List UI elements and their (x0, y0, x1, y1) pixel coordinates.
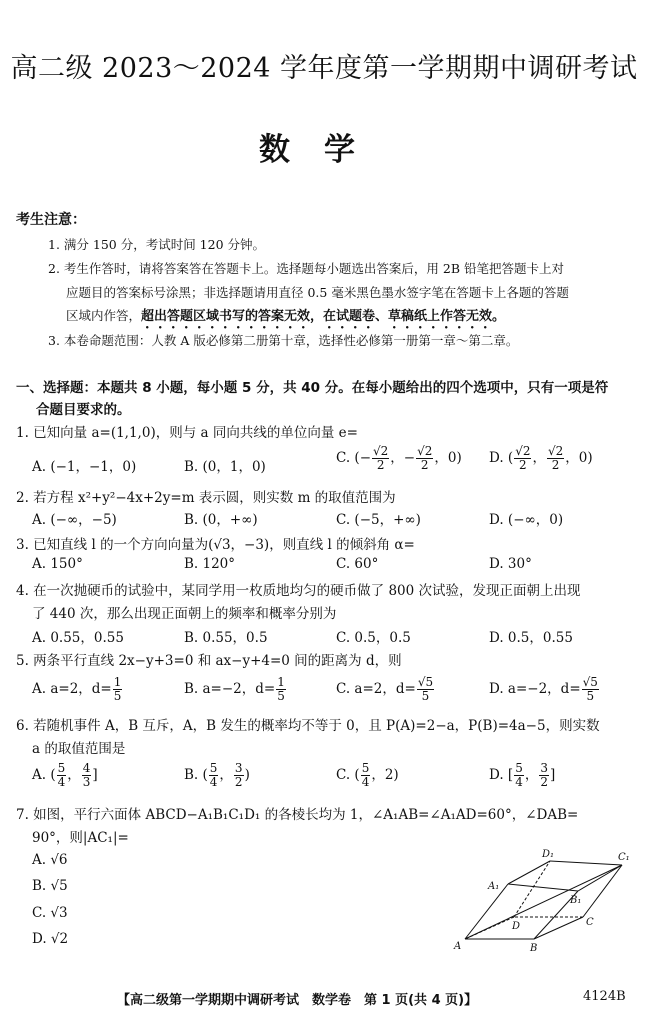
question-1-option-b: B. (0，1，0) (184, 459, 266, 475)
question-5-option-d (489, 676, 600, 703)
q1-d-fraction-2 (547, 445, 564, 472)
q6-b-fraction-2 (234, 762, 244, 789)
q6-b-prefix: B. ( (184, 767, 208, 783)
frac-den: 4 (515, 775, 523, 789)
notice-item-2-line-3-plain: 区域内作答， (66, 308, 142, 323)
question-6-option-b (184, 762, 250, 789)
q1-c-suffix: ，0) (434, 450, 462, 466)
section-heading-line-2: 合题目要求的。 (36, 402, 131, 418)
q6-d-sep: ， (524, 767, 539, 783)
notice-item-1: 1. 满分 150 分，考试时间 120 分钟。 (48, 237, 266, 252)
edge-c1d1 (550, 861, 622, 865)
q6-b-sep: ， (219, 767, 233, 783)
frac-num: √2 (373, 444, 389, 458)
q6-c-fraction-1 (361, 762, 371, 789)
frac-num: 1 (277, 675, 285, 689)
question-7-line-1: 7. 如图，平行六面体 ABCD−A₁B₁C₁D₁ 的各棱长均为 1，∠A₁AB=∠A₁AD=60°，∠DAB= (16, 807, 579, 823)
question-4-option-b: B. 0.55，0.5 (184, 630, 268, 646)
edge-b1c1 (578, 865, 622, 891)
question-7-line-2: 90°，则|AC₁|= (32, 830, 129, 846)
question-2-option-c: C. (−5，+∞) (336, 512, 421, 528)
q5-c-fraction (417, 676, 434, 703)
label-b: B (530, 943, 538, 954)
q1-c-mid: ，− (390, 450, 416, 466)
question-3-option-c: C. 60° (336, 556, 379, 572)
q1-c-fraction-2 (416, 445, 433, 472)
frac-den: 5 (113, 689, 122, 703)
frac-num: √5 (417, 675, 434, 689)
frac-den: 2 (540, 775, 548, 789)
question-4-line-1: 4. 在一次抛硬币的试验中，某同学用一枚质地均匀的硬币做了 800 次试验，发现正面朝上出现 (16, 583, 581, 599)
edge-dd1 (514, 861, 550, 917)
frac-den: 2 (519, 458, 527, 472)
q5-b-fraction (276, 676, 286, 703)
frac-num: 1 (113, 675, 122, 689)
question-3-option-d: D. 30° (489, 556, 532, 572)
section-heading-line-1: 一、选择题：本题共 8 小题，每小题 5 分，共 40 分。在每小题给出的四个选项中，只有一项是符 (16, 380, 609, 396)
frac-num: √2 (515, 444, 531, 458)
frac-num: 5 (361, 761, 370, 775)
frac-num: 5 (57, 761, 66, 775)
label-c1: C₁ (618, 852, 630, 863)
question-6-line-2: a 的取值范围是 (32, 741, 126, 757)
notice-item-2-line-1: 2. 考生作答时，请将答案答在答题卡上。选择题每小题选出答案后，用 2B 铅笔把答题卡上对 (48, 261, 564, 276)
footer-exam-code: 4124B (583, 989, 626, 1004)
frac-num: 5 (515, 761, 523, 775)
question-6-line-1: 6. 若随机事件 A，B 互斥，A，B 发生的概率均不等于 0，且 P(A)=2−a，P(B)=4a−5，则实数 (16, 718, 600, 734)
q5-d-fraction (582, 676, 599, 703)
question-7-option-a: A. √6 (32, 852, 68, 868)
question-2-option-d: D. (−∞，0) (489, 512, 564, 528)
question-1-stem: 1. 已知向量 a=(1,1,0)，则与 a 同向共线的单位向量 e= (16, 425, 358, 441)
question-7-option-b: B. √5 (32, 878, 68, 894)
question-6-option-a (32, 762, 98, 789)
q1-d-fraction-1 (514, 445, 531, 472)
question-5-option-a (32, 676, 123, 703)
label-a: A (454, 941, 462, 952)
question-4-option-d: D. 0.5，0.55 (489, 630, 573, 646)
label-b1: B₁ (570, 895, 582, 906)
q6-b-suffix: ) (244, 767, 250, 783)
q6-d-fraction-1 (514, 762, 524, 789)
question-1-option-c (336, 445, 462, 472)
q6-d-prefix: D. [ (489, 767, 514, 783)
q1-d-suffix: ，0) (565, 450, 593, 466)
question-5-stem: 5. 两条平行直线 2x−y+3=0 和 ax−y+4=0 间的距离为 d，则 (16, 653, 402, 669)
notice-emphasis-text: 超出答题区域书写的答案无效，在试题卷、草稿纸上作答无效。 (141, 309, 506, 324)
question-5-option-c (336, 676, 435, 703)
frac-den: 5 (277, 689, 285, 703)
frac-num: 3 (540, 761, 548, 775)
frac-num: √2 (547, 444, 564, 458)
question-5-option-b (184, 676, 287, 703)
q1-c-fraction-1 (372, 445, 389, 472)
q5-c-prefix: C. a=2，d= (336, 681, 416, 697)
frac-den: 5 (421, 689, 430, 703)
question-2-option-b: B. (0，+∞) (184, 512, 258, 528)
q5-a-prefix: A. a=2，d= (32, 681, 112, 697)
q5-b-prefix: B. a=−2，d= (184, 681, 276, 697)
question-4-option-a: A. 0.55，0.55 (32, 630, 124, 646)
question-1-option-d (489, 445, 593, 472)
subject-title: 数学 (259, 132, 389, 168)
q6-a-fraction-2 (82, 762, 92, 789)
question-2-stem: 2. 若方程 x²+y²−4x+2y=m 表示圆，则实数 m 的取值范围为 (16, 490, 396, 506)
frac-den: 3 (82, 775, 91, 789)
label-d: D (512, 921, 521, 932)
parallelepiped-figure (450, 845, 640, 955)
notice-heading: 考生注意： (16, 212, 86, 228)
frac-den: 4 (361, 775, 370, 789)
q6-d-suffix: ] (549, 767, 556, 783)
frac-den: 4 (57, 775, 66, 789)
footer-page-info: 【高二级第一学期期中调研考试 数学卷 第 1 页(共 4 页)】 (117, 993, 478, 1008)
q6-b-fraction-1 (209, 762, 219, 789)
q6-a-suffix: ] (92, 767, 98, 783)
question-6-option-d (489, 762, 555, 789)
question-4-option-c: C. 0.5，0.5 (336, 630, 411, 646)
edge-cc1 (583, 865, 622, 917)
q1-d-prefix: D. ( (489, 450, 514, 466)
label-c: C (586, 917, 594, 928)
notice-item-2-line-2: 应题目的答案标号涂黑；非选择题请用直径 0.5 毫米黑色墨水签字笔在答题卡上各题的答题 (66, 285, 569, 300)
label-a1: A₁ (488, 881, 500, 892)
question-4-line-2: 了 440 次，那么出现正面朝上的频率和概率分别为 (32, 606, 337, 622)
question-7-option-d: D. √2 (32, 931, 69, 947)
question-3-stem: 3. 已知直线 l 的一个方向向量为(√3，−3)，则直线 l 的倾斜角 α= (16, 537, 415, 553)
label-d1: D₁ (542, 849, 555, 860)
edge-bc (534, 917, 583, 939)
question-3-option-a: A. 150° (32, 556, 83, 572)
q1-d-mid: ， (532, 450, 546, 466)
question-2-option-a: A. (−∞，−5) (32, 512, 117, 528)
q6-a-fraction-1 (57, 762, 67, 789)
frac-den: 4 (209, 775, 218, 789)
edge-d1a1 (508, 861, 550, 884)
q5-d-prefix: D. a=−2，d= (489, 681, 581, 697)
q6-a-prefix: A. ( (32, 767, 56, 783)
frac-den: 2 (234, 775, 243, 789)
question-7-option-c: C. √3 (32, 905, 68, 921)
q5-a-fraction (113, 676, 123, 703)
frac-num: 4 (82, 761, 91, 775)
frac-num: 5 (209, 761, 218, 775)
question-6-option-c (336, 762, 399, 789)
notice-item-3: 3. 本卷命题范围：人教 A 版必修第二册第十章，选择性必修第一册第一章～第二章。 (48, 333, 519, 348)
edge-a1b1 (508, 884, 578, 891)
exam-title: 高二级 2023～2024 学年度第一学期期中调研考试 (10, 53, 638, 84)
frac-den: 2 (551, 458, 560, 472)
q1-c-prefix: C. (− (336, 450, 372, 466)
q6-a-sep: ， (67, 767, 81, 783)
q6-c-suffix: ，2) (371, 767, 399, 783)
question-1-option-a: A. (−1，−1，0) (32, 459, 137, 475)
frac-den: 5 (586, 689, 595, 703)
notice-item-2-line-3 (66, 305, 505, 332)
edge-aa1 (465, 884, 508, 939)
question-3-option-b: B. 120° (184, 556, 236, 572)
q6-d-fraction-2 (539, 762, 549, 789)
frac-num: √5 (582, 675, 598, 689)
frac-num: √2 (417, 444, 433, 458)
frac-num: 3 (234, 761, 243, 775)
frac-den: 2 (420, 458, 429, 472)
q6-c-prefix: C. ( (336, 767, 360, 783)
frac-den: 2 (376, 458, 385, 472)
